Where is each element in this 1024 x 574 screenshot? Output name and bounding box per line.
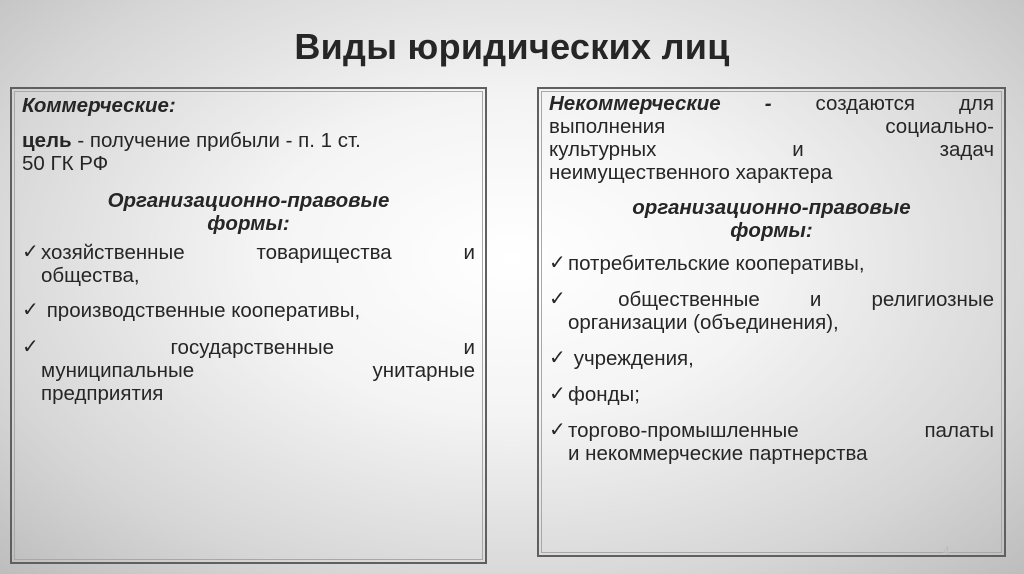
slide-title: Виды юридических лиц bbox=[294, 26, 730, 67]
goal-text-2: 50 ГК РФ bbox=[22, 152, 109, 175]
commercial-forms-heading bbox=[22, 189, 475, 235]
noncommercial-box bbox=[537, 87, 1006, 557]
forms-heading-line-2: формы: bbox=[730, 219, 813, 242]
checkmark-icon: ✓ bbox=[22, 336, 39, 358]
checkmark-icon: ✓ bbox=[22, 241, 39, 263]
list-item-text: предприятия bbox=[41, 382, 164, 405]
list-item bbox=[549, 288, 994, 334]
checkmark-icon: ✓ bbox=[549, 347, 566, 369]
list-item-text: муниципальные унитарные bbox=[41, 359, 475, 382]
list-item-text: организации (объединения), bbox=[568, 311, 839, 334]
noncommercial-forms-heading bbox=[549, 196, 994, 242]
list-item-text: общественные и религиозные bbox=[568, 288, 994, 311]
checkmark-icon: ✓ bbox=[549, 383, 566, 405]
forms-heading-line-1: организационно-правовые bbox=[632, 196, 911, 219]
list-item-text: торгово-промышленные палаты bbox=[568, 419, 994, 442]
list-item bbox=[549, 383, 994, 406]
list-item bbox=[549, 252, 994, 275]
noncommercial-heading: Некоммерческие - bbox=[549, 92, 772, 115]
list-item bbox=[22, 241, 475, 287]
forms-heading-line-1: Организационно-правовые bbox=[107, 189, 390, 212]
commercial-heading: Коммерческие: bbox=[22, 94, 176, 117]
list-item-text: учреждения, bbox=[568, 347, 694, 370]
page-number: 4 bbox=[943, 544, 950, 558]
list-item-text: производственные кооперативы, bbox=[41, 299, 361, 322]
goal-text: - получение прибыли - п. 1 ст. bbox=[71, 129, 361, 152]
list-item bbox=[549, 419, 994, 465]
checkmark-icon: ✓ bbox=[549, 288, 566, 310]
goal-term: цель bbox=[22, 129, 72, 152]
list-item-text: потребительские кооперативы, bbox=[568, 252, 865, 275]
intro-text: создаются для bbox=[771, 92, 994, 115]
list-item bbox=[22, 336, 475, 405]
checkmark-icon: ✓ bbox=[549, 252, 566, 274]
commercial-goal bbox=[22, 129, 475, 175]
list-item-text: хозяйственные товарищества и bbox=[41, 241, 475, 264]
intro-line-2: выполнения социально- bbox=[549, 115, 994, 138]
intro-line-1 bbox=[549, 92, 994, 115]
checkmark-icon: ✓ bbox=[22, 299, 39, 321]
intro-line-3: культурных и задач bbox=[549, 138, 994, 161]
commercial-box bbox=[10, 87, 487, 564]
noncommercial-intro bbox=[549, 92, 994, 184]
intro-line-4: неимущественного характера bbox=[549, 161, 833, 184]
list-item bbox=[549, 347, 994, 370]
forms-heading-line-2: формы: bbox=[207, 212, 290, 235]
list-item-text: фонды; bbox=[568, 383, 640, 406]
list-item-text: и некоммерческие партнерства bbox=[568, 442, 868, 465]
list-item bbox=[22, 299, 475, 322]
list-item-text: общества, bbox=[41, 264, 140, 287]
list-item-text: государственные и bbox=[41, 336, 475, 359]
checkmark-icon: ✓ bbox=[549, 419, 566, 441]
